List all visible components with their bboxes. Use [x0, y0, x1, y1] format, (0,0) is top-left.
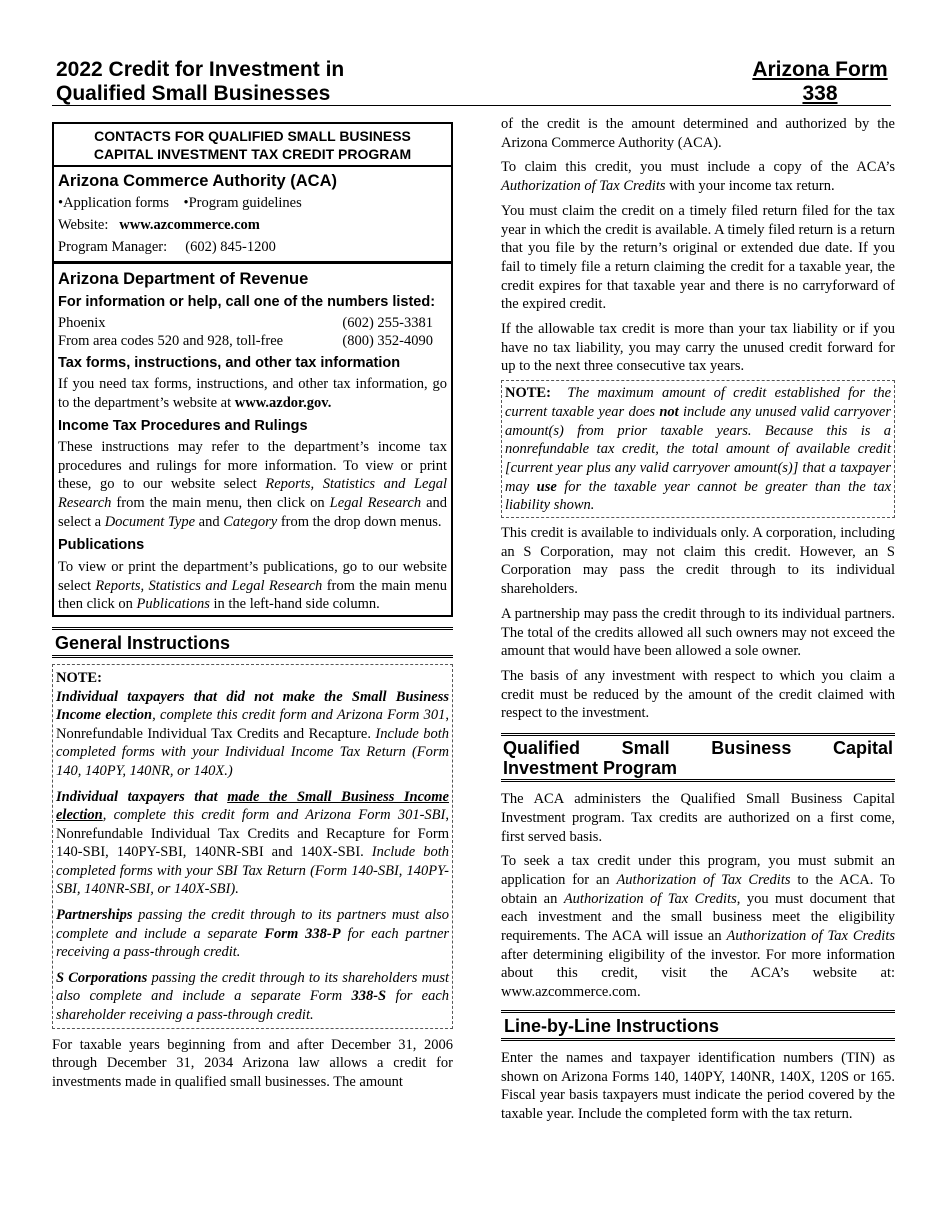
- dor-heading: Arizona Department of Revenue: [58, 270, 309, 288]
- note-s-corporations: [56, 969, 449, 1025]
- website-label: Website:: [58, 217, 109, 233]
- right-paragraph-9: [501, 852, 895, 1002]
- right-paragraph-2: [501, 158, 895, 195]
- phoenix-phone: (602) 255-3381: [342, 315, 433, 331]
- aca-bullets: [58, 192, 447, 214]
- rulings-text-5: from the drop down menus.: [280, 513, 442, 530]
- rulings-paragraph: [58, 438, 447, 531]
- line-by-line-heading: Line-by-Line Instructions: [501, 1010, 895, 1041]
- program-manager-phone: (602) 845-1200: [185, 239, 276, 255]
- bullet-program-guidelines: •Program guidelines: [183, 195, 302, 211]
- right-paragraph-4: If the allowable tax credit is more than your tax liability or if you have no tax liability, you may carry the unused credit forward for up to the next three consecutive tax years.: [501, 321, 895, 375]
- contacts-divider: [54, 261, 451, 264]
- rulings-text-1: These instructions may refer to the department’s income tax procedures and rulings for more information. To view or print these, go to our website select: [58, 439, 447, 493]
- pubs-italic-1: Reports, Statistics and Legal Research: [95, 577, 323, 594]
- p9-text-2: to the ACA. To obtain an: [501, 871, 896, 907]
- note-bold-use: use: [536, 478, 557, 495]
- forms-heading: Tax forms, instructions, and other tax information: [58, 355, 401, 371]
- tollfree-row: [58, 332, 447, 350]
- phoenix-row: [58, 314, 447, 332]
- note-italic-1: The maximum amount of credit established for the current taxable year does: [505, 385, 891, 420]
- contacts-heading-line2: CAPITAL INVESTMENT TAX CREDIT PROGRAM: [93, 146, 412, 162]
- n1-italic-1: , complete this credit form and Arizona Form: [152, 707, 420, 724]
- qsb-word-3: Business: [711, 738, 792, 759]
- form-title-line1: 2022 Credit for Investment in: [56, 58, 345, 81]
- n3-bold: Partnerships: [56, 907, 133, 924]
- n2-bold-underline: made the Small Business Income election: [56, 788, 449, 824]
- n1-italic-2: Include both completed forms with your Individual Income Tax Return (Form 140, 140PY, 140NR, or 140X.): [56, 725, 449, 779]
- qsb-program-heading: [501, 733, 895, 782]
- contacts-box: [52, 122, 453, 617]
- qsb-heading-line1: [503, 738, 893, 758]
- form-title: [56, 58, 344, 106]
- p9-italic-1: Authorization of Tax Credits: [616, 871, 791, 888]
- carryover-note-text: [505, 384, 891, 515]
- right-paragraph-10: Enter the names and taxpayer identification numbers (TIN) as shown on Arizona Forms 140, 140PY, 140NR, 140X, 120S or 165. Fiscal year basis taxpayers must indicate the period covered by the taxable year. Include the completed form with the tax return.: [501, 1049, 895, 1122]
- bullet-application-forms: •Application forms: [58, 195, 169, 211]
- right-paragraph-8: The ACA administers the Qualified Small Business Capital Investment program. Tax credits are authorized on a first come, first served basis.: [501, 791, 895, 845]
- note-italic-2: include any unused valid carryover amount(s) from prior taxable years. Because this is a nonrefundable tax credit, the total amount of available credit [current year plus any valid carryover amount(s)] that a taxpayer may: [505, 403, 892, 495]
- rulings-heading: Income Tax Procedures and Rulings: [58, 418, 308, 435]
- p9-italic-3: Authorization of Tax Credits: [726, 928, 896, 945]
- rulings-italic-2: Legal Research: [329, 494, 422, 511]
- n1-text: , Nonrefundable Individual Tax Credits and Recapture.: [56, 707, 450, 742]
- form-number-line1: Arizona Form: [752, 58, 888, 81]
- form-number-line2: 338: [802, 82, 838, 105]
- left-column: [52, 122, 453, 1092]
- n2-text: , Nonrefundable Individual Tax Credits and Recapture for Form 140-SBI, 140PY-SBI, 140NR-SBI and 140X-SBI.: [56, 807, 449, 861]
- right-paragraph-5: This credit is available to individuals only. A corporation, including an S Corporation, may not claim this credit. However, an S Corporation may pass the credit through to its individual shareholders.: [501, 525, 895, 598]
- right-paragraph-7: The basis of any investment with respect to which you claim a credit must be reduced by the amount of the credit claimed with respect to the investment.: [501, 667, 895, 722]
- rulings-text-2: from the main menu, then click on: [116, 494, 325, 511]
- carryover-note-label: NOTE:: [505, 385, 551, 402]
- rulings-italic-1: Reports, Statistics and Legal Research: [58, 476, 448, 511]
- rulings-text-3: and select a: [58, 494, 447, 530]
- n2-bold: Individual taxpayers that: [56, 788, 218, 805]
- n1-italic-301: 301: [423, 707, 446, 724]
- program-manager-row: [58, 236, 447, 258]
- header-divider: [52, 105, 891, 106]
- n2-italic-1: , complete this credit form and Arizona Form 301-SBI: [102, 807, 446, 824]
- aca-heading: Arizona Commerce Authority (ACA): [58, 172, 337, 190]
- carryover-note-box: [501, 380, 895, 518]
- note-individual-election: [56, 788, 449, 900]
- n3-italic-1: passing the credit through to its partners must also complete and include a separate: [56, 907, 449, 942]
- qsb-word-1: Qualified: [503, 738, 581, 759]
- general-paragraph-1: For taxable years beginning from and after December 31, 2006 through December 31, 2034 Arizona law allows a credit for investments made in qualified small businesses. The amount: [52, 1036, 453, 1091]
- publications-paragraph: [58, 558, 447, 614]
- n4-bold-form: 338-S: [351, 988, 387, 1005]
- note-bold-not: not: [659, 403, 679, 420]
- dor-website-link[interactable]: www.azdor.gov.: [234, 394, 332, 411]
- note-partnerships: [56, 906, 449, 962]
- phoenix-label: Phoenix: [58, 315, 106, 331]
- dor-section: [54, 268, 451, 614]
- p9-text-4: after determining eligibility of the investor. For more information about this credit, visit the ACA’s website at: www.azcommerce.com.: [501, 946, 895, 1001]
- pubs-text-2: from the main menu then click on: [58, 577, 448, 613]
- general-instructions-heading: General Instructions: [52, 627, 453, 658]
- forms-paragraph: [58, 375, 447, 412]
- p9-text-3: , you must document that each investment and the small business meet the eligibility requirements. The ACA will issue an: [501, 890, 895, 945]
- right-paragraph-1: of the credit is the amount determined and authorized by the Arizona Commerce Authority (ACA).: [501, 116, 895, 151]
- p9-text-1: To seek a tax credit under this program, you must submit an application for an: [501, 853, 895, 888]
- note-italic-3: for the taxable year cannot be greater than the tax liability shown.: [505, 478, 892, 514]
- form-number: [735, 58, 905, 106]
- pubs-text-3: in the left-hand side column.: [213, 596, 380, 613]
- pubs-text-1: To view or print the department’s publications, go to our website select: [58, 559, 447, 594]
- qsb-heading-line2: Investment Program: [503, 758, 678, 779]
- publications-heading: Publications: [58, 537, 145, 554]
- n3-italic-2: for each partner receiving a pass-through credit.: [56, 925, 450, 961]
- tollfree-phone: (800) 352-4090: [342, 333, 433, 349]
- qsb-word-2: Small: [621, 738, 670, 759]
- p2-text-2: with your income tax return.: [669, 178, 835, 195]
- aca-website-row: [58, 214, 447, 236]
- p2-text-1: To claim this credit, you must include a copy of the ACA’s: [501, 159, 895, 176]
- rulings-italic-3: Document Type: [104, 513, 196, 530]
- note-label: [56, 669, 449, 688]
- pubs-italic-2: Publications: [136, 596, 210, 613]
- qsb-word-4: Capital: [832, 738, 893, 759]
- right-column: [501, 115, 895, 1124]
- note-label-text: NOTE:: [56, 669, 102, 686]
- general-note-box: [52, 664, 453, 1029]
- program-manager-label: Program Manager:: [58, 239, 168, 255]
- contacts-heading-line1: CONTACTS FOR QUALIFIED SMALL BUSINESS: [94, 128, 411, 144]
- tollfree-label: From area codes 520 and 928, toll-free: [58, 333, 284, 349]
- n3-bold-form: Form 338-P: [264, 925, 341, 942]
- contacts-heading: [54, 124, 451, 167]
- right-paragraph-3: You must claim the credit on a timely filed return filed for the tax year in which the credit is available. A timely filed return is a return that you file by the return’s original or extended due date. If you fail to timely file a return claiming the credit for a taxable year, the credit expires for that taxable year and there is no carryforward of the expired credit.: [501, 202, 895, 313]
- n2-italic-2: Include both completed forms with your SBI Tax Return (Form 140-SBI, 140PY-SBI, 140NR-SBI, or 140X-SBI).: [56, 844, 449, 898]
- p2-italic: Authorization of Tax Credits: [501, 178, 666, 195]
- help-heading: For information or help, call one of the numbers listed:: [58, 294, 436, 310]
- note-individual-no-election: [56, 688, 449, 781]
- p9-italic-2: Authorization of Tax Credits: [563, 890, 737, 907]
- aca-section: [54, 170, 451, 258]
- n4-italic-1: passing the credit through to its shareholders must also complete and include a separate Form: [56, 969, 450, 1005]
- forms-text: If you need tax forms, instructions, and other tax information, go to the department’s website at: [58, 376, 447, 411]
- right-paragraph-6: A partnership may pass the credit through to its individual partners. The total of the credits allowed all such owners may not exceed the amount that would have been allowed a sole owner.: [501, 605, 895, 660]
- n4-italic-2: for each shareholder receiving a pass-through credit.: [56, 988, 450, 1024]
- rulings-text-4: and: [198, 513, 220, 530]
- aca-website-link[interactable]: www.azcommerce.com: [119, 217, 260, 233]
- rulings-italic-4: Category: [223, 513, 278, 530]
- form-title-line2: Qualified Small Businesses: [56, 82, 331, 105]
- n4-bold: S Corporations: [56, 969, 148, 986]
- n1-bold: Individual taxpayers that did not make the Small Business Income election: [56, 688, 449, 724]
